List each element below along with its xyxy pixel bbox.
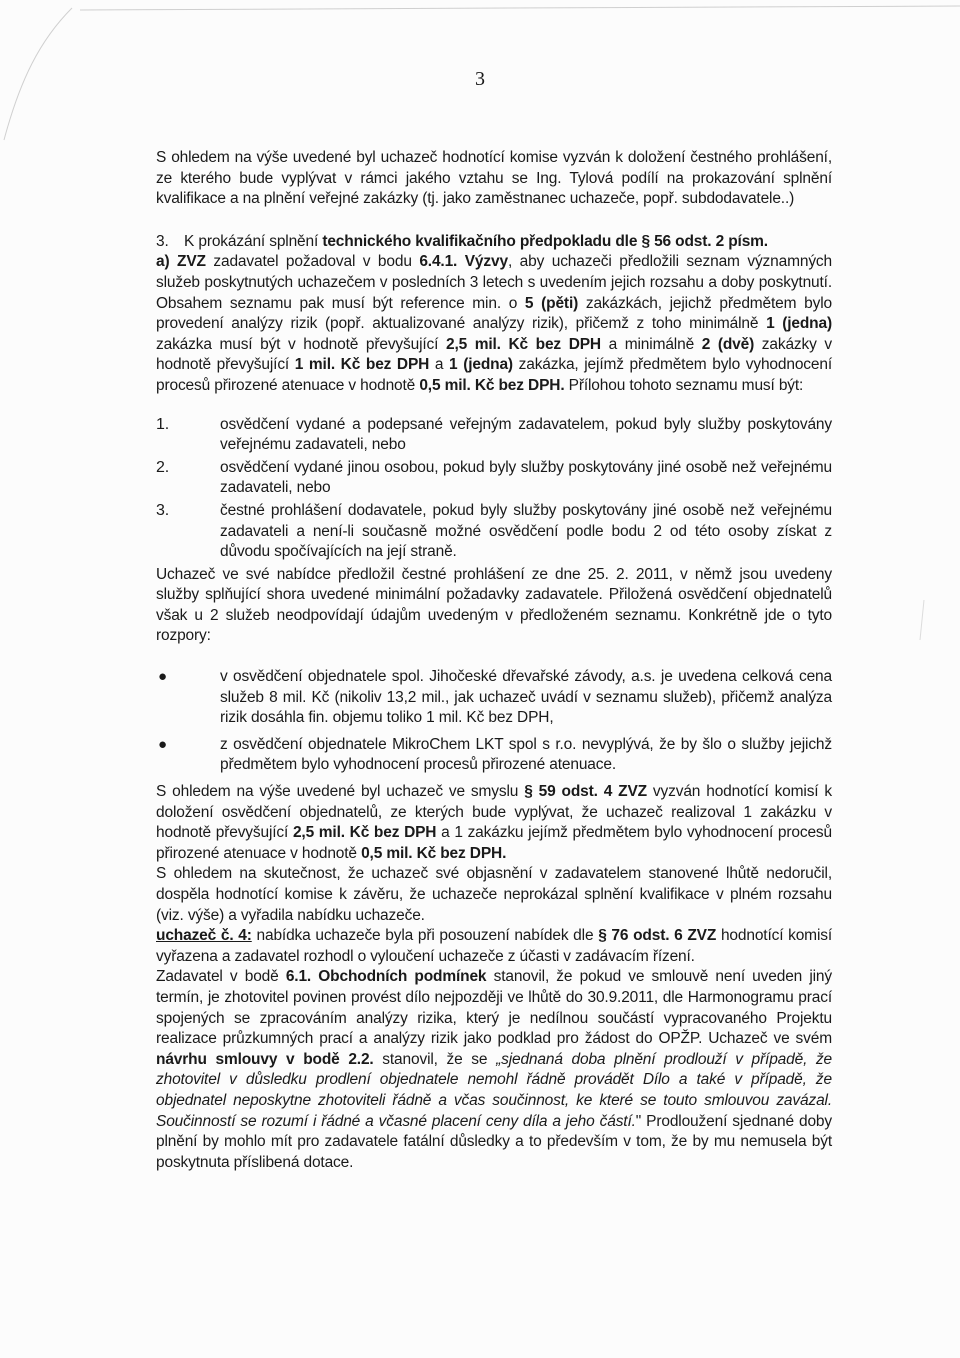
- bullet-list: [156, 667, 832, 776]
- text-run: nabídka uchazeče byla při posouzení nabídek dle: [251, 927, 599, 945]
- text-bold: návrhu smlouvy v bodě 2.2.: [156, 1050, 374, 1068]
- text-bold: 0,5 mil. Kč bez DPH.: [419, 376, 565, 394]
- bullet-icon: ●: [158, 735, 167, 753]
- list-item: [156, 458, 832, 499]
- text-bold: 2,5 mil. Kč bez DPH: [292, 824, 437, 842]
- text-run: Zadavatel v bodě: [156, 968, 286, 986]
- text-italic-quote: „sjednaná doba plnění prodlouží v případě, že zhotovitel v důsledku prodlení objednatele nemohl řádně provádět Dílo a také v případě, že objednatel neposkytne zhotoviteli řádně a včas součinnost, ke které se touto smlouvou zavázal. Součinností se rozumí i řádné a včasné placení ceny díla a jeho částí.: [156, 1050, 833, 1130]
- text-run: a minimálně: [600, 335, 702, 353]
- applicant-label: uchazeč č. 4:: [156, 927, 252, 945]
- text-bold: a) ZVZ: [156, 253, 206, 271]
- page-number: 3: [475, 68, 485, 90]
- paragraph-tylova-declaration: S ohledem na výše uvedené byl uchazeč hodnotící komise vyzván k doložení čestného prohlášení, ze kterého bude vyplývat v rámci jakého vztahu se Ing. Tylová podílí na prokazování splnění kvalifikace a na plnění veřejné zakázky (tj. jako zaměstnanec uchazeče, popř. subdodavatele..): [156, 149, 832, 208]
- text-bold: 0,5 mil. Kč bez DPH.: [361, 844, 507, 862]
- text-run: a 1 zakázku jejímž předmětem bylo vyhodnocení procesů přirozené atenuace v hodnotě: [156, 824, 832, 862]
- bullet-icon: ●: [158, 668, 167, 686]
- section-3-heading: [156, 232, 832, 253]
- text-bold: 1 (jedna): [449, 356, 513, 374]
- list-text: osvědčení vydané jinou osobou, pokud byly služby poskytovány jiné osobě než veřejnému zadavateli, nebo: [220, 458, 832, 497]
- text-bold: 2,5 mil. Kč bez DPH: [445, 335, 601, 353]
- paragraph-call-to-document: [156, 782, 832, 864]
- list-item: [156, 415, 832, 456]
- text-bold: 5 (pěti): [524, 294, 579, 312]
- text-bold: 6.4.1. Výzvy: [419, 253, 508, 271]
- list-text: osvědčení vydané a podepsané veřejným zadavatelem, pokud byly služby poskytovány veřejnému zadavateli, nebo: [220, 415, 832, 454]
- text-run: , aby uchazeči předložili seznam významných služeb poskytnutých uchazečem v posledních 3 letech s uvedením jejich rozsahu a doby poskytnutí. Obsahem seznamu pak musí být reference min. o: [156, 253, 832, 312]
- text-run: stanovil, že pokud ve smlouvě není uveden jiný termín, je zhotovitel povinen provést dílo nejpozději ve lhůtě do 30.9.2011, dle Harmonogramu prací spojených se zpracováním analýzy rizika, který je nedílnou součástí vypracovaného Projektu realizace průzkumných prací a analýzy rizik jako podklad pro žádost do OPŽP. Uchazeč ve svém: [156, 968, 832, 1048]
- paragraph-requirements: [156, 252, 832, 396]
- text-run: zakázka musí být v hodnotě převyšující: [156, 335, 446, 353]
- text-run: S ohledem na výše uvedené byl uchazeč ve smyslu: [156, 783, 525, 801]
- text-run: hodnotící komisí vyřazena a zadavatel rozhodl o vyloučení uchazeče z účasti v zadávacím řízení.: [156, 927, 832, 965]
- section-number: 3.: [156, 232, 169, 250]
- list-item: [156, 501, 832, 563]
- paragraph-discrepancies: Uchazeč ve své nabídce předložil čestné prohlášení ze dne 25. 2. 2011, v němž jsou uvedeny služby splňující shora uvedené minimální požadavky zadavatele. Přiložená osvědčení objednatelů však u 2 služeb neodpovídají údajům uvedeným v předloženém seznamu. Konkrétně jde o tyto rozpory:: [156, 565, 832, 645]
- text-bold: 1 (jedna): [766, 315, 832, 333]
- text-run: zakázkách, jejichž předmětem bylo provedení analýzy rizik (popř. aktualizované analýzy rizik), přičemž z toho minimálně: [156, 294, 832, 333]
- paragraph-applicant-4: [156, 926, 832, 967]
- text-run: zakázky v hodnotě převyšující: [156, 335, 832, 374]
- text-run: stanovil, že se: [373, 1050, 497, 1068]
- text-bold: 1 mil. Kč bez DPH: [294, 356, 430, 374]
- section-title-text: K prokázání splnění: [184, 232, 323, 250]
- paragraph-conclusion: S ohledem na skutečnost, že uchazeč své objasnění v zadavatelem stanovené lhůtě nedoručil, dospěla hodnotící komise k závěru, že uchazeče neprokázal splnění kvalifikace v plném rozsahu (viz. výše) a vyřadila nabídku uchazeče.: [156, 865, 832, 924]
- list-number: 1.: [156, 415, 170, 433]
- text-bold: 6.1. Obchodních podmínek: [285, 968, 487, 986]
- section-title-bold: technického kvalifikačního předpokladu dle § 56 odst. 2 písm.: [322, 232, 768, 250]
- numbered-list: [156, 415, 832, 563]
- list-text: z osvědčení objednatele MikroChem LKT spol s r.o. nevyplývá, že by šlo o služby jejichž předmětem bylo vyhodnocení procesů přirozené atenuace.: [220, 735, 832, 774]
- text-run: " Prodloužení sjednané doby plnění by mohlo mít pro zadavatele fatální důsledky a to především v tom, že by mu nemusela být poskytnuta příslibená dotace.: [156, 1112, 832, 1171]
- text-bold: 2 (dvě): [701, 335, 755, 353]
- text-bold: § 76 odst. 6 ZVZ: [598, 927, 717, 945]
- list-text: čestné prohlášení dodavatele, pokud byly služby poskytovány jiné osobě než veřejnému zadavateli a není-li současně možné osvědčení podle bodu 2 od této osoby získat z důvodu spočívajících na její straně.: [220, 501, 832, 561]
- text-bold: § 59 odst. 4 ZVZ: [524, 783, 647, 801]
- list-number: 2.: [156, 458, 170, 476]
- text-run: zadavatel požadoval v bodu: [205, 253, 420, 271]
- list-number: 3.: [156, 501, 170, 519]
- list-item: [156, 667, 832, 729]
- section-title: [184, 232, 768, 253]
- paragraph-deadline: [156, 967, 832, 1173]
- list-text: v osvědčení objednatele spol. Jihočeské dřevařské závody, a.s. je uvedena celková cena služeb 8 mil. Kč (nikoliv 13,2 mil., jak uchazeč uvádí v seznamu služeb), přičemž analýza rizik dosáhla fin. objemu toliko 1 mil. Kč bez DPH,: [220, 668, 832, 727]
- list-item: [156, 735, 832, 776]
- text-run: zakázka, jejímž předmětem bylo vyhodnocení procesů přirozené atenuace v hodnotě: [156, 356, 832, 394]
- text-run: Přílohou tohoto seznamu musí být:: [564, 376, 804, 394]
- text-run: vyzván hodnotící komisí k doložení osvědčení objednatelů, ze kterých bude vyplývat, že uchazeč realizoval 1 zakázku v hodnotě převyšující: [156, 783, 833, 842]
- text-run: a: [429, 356, 450, 374]
- document-body: [156, 148, 832, 1173]
